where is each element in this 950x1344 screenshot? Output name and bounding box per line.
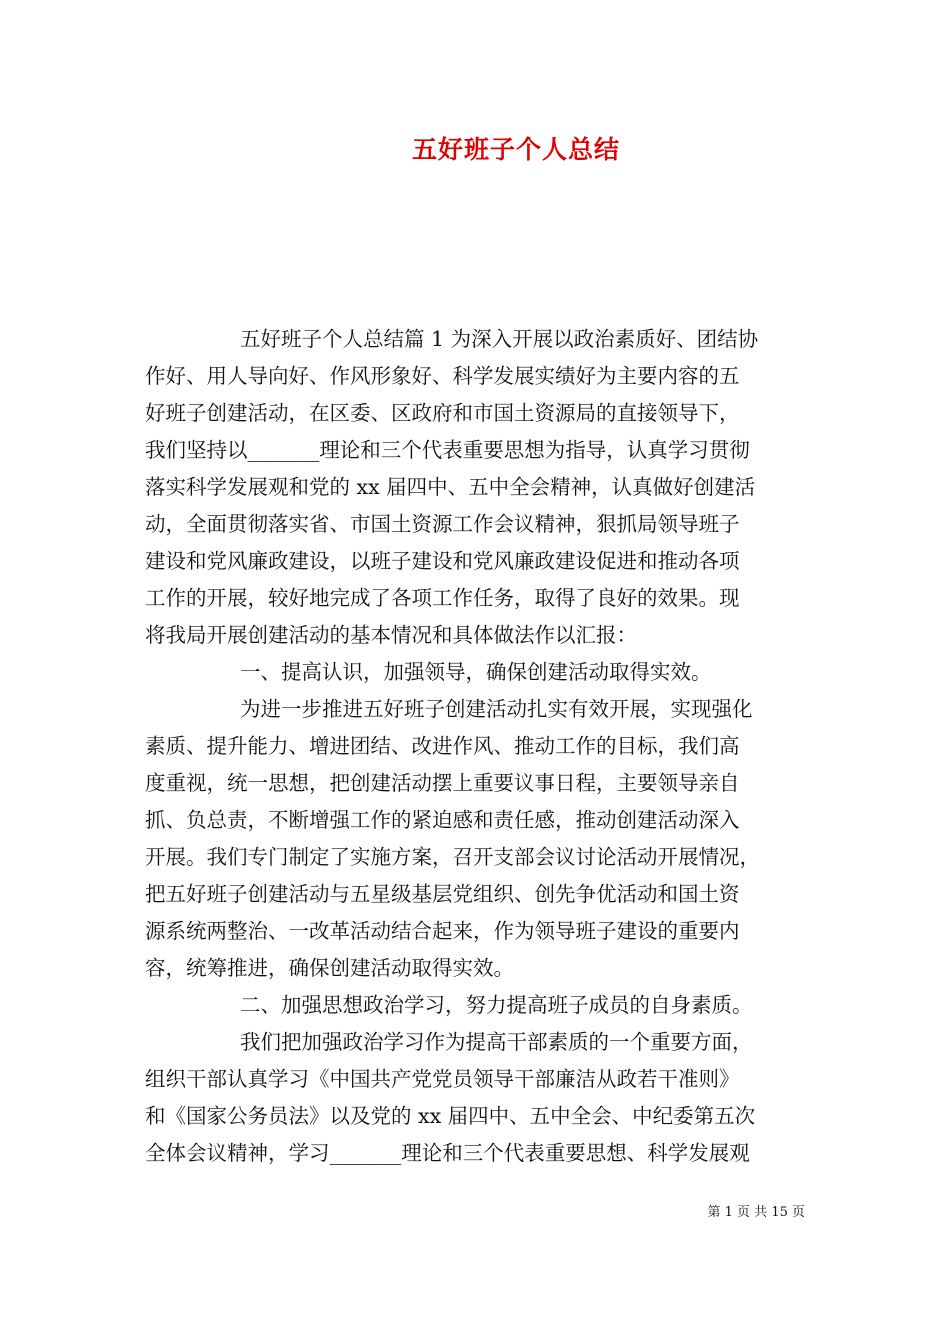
body-line: 抓、负总责，不断增强工作的紧迫感和责任感，推动创建活动深入 [145,808,740,832]
body-line: 组织干部认真学习《中国共产党党员领导干部廉洁从政若干准则》 [145,1067,740,1091]
body-line: 将我局开展创建活动的基本情况和具体做法作以汇报： [145,623,637,647]
body-line: 全体会议精神，学习_______理论和三个代表重要思想、科学发展观 [145,1141,750,1165]
document-title: 五好班子个人总结 [411,135,620,164]
body-line: 动，全面贯彻落实省、市国土资源工作会议精神，狠抓局领导班子 [145,512,740,536]
body-line: 落实科学发展观和党的 xx 届四中、五中全会精神，认真做好创建活 [145,475,756,499]
body-line: 度重视，统一思想，把创建活动摆上重要议事日程，主要领导亲自 [145,771,740,795]
body-line: 二、加强思想政治学习，努力提高班子成员的自身素质。 [240,993,753,1017]
body-line: 一、提高认识，加强领导，确保创建活动取得实效。 [240,660,712,684]
body-line: 素质、提升能力、增进团结、改进作风、推动工作的目标，我们高 [145,734,740,758]
body-line: 和《国家公务员法》以及党的 xx 届四中、五中全会、中纪委第五次 [145,1104,756,1128]
body-line: 工作的开展，较好地完成了各项工作任务，取得了良好的效果。现 [145,586,740,610]
body-line: 容，统筹推进，确保创建活动取得实效。 [145,956,514,980]
body-line: 把五好班子创建活动与五星级基层党组织、创先争优活动和国土资 [145,882,740,906]
body-line: 我们坚持以_______理论和三个代表重要思想为指导，认真学习贯彻 [145,438,750,462]
body-line: 源系统两整治、一改革活动结合起来，作为领导班子建设的重要内 [145,919,740,943]
page-indicator: 第 1 页 共 15 页 [707,1205,805,1220]
body-line: 作好、用人导向好、作风形象好、科学发展实绩好为主要内容的五 [145,364,740,388]
document-body [145,321,805,1172]
body-line: 建设和党风廉政建设，以班子建设和党风廉政建设促进和推动各项 [145,549,740,573]
body-line: 我们把加强政治学习作为提高干部素质的一个重要方面， [240,1030,753,1054]
body-line: 为进一步推进五好班子创建活动扎实有效开展，实现强化 [240,697,753,721]
body-line: 好班子创建活动，在区委、区政府和市国土资源局的直接领导下， [145,401,740,425]
body-line: 开展。我们专门制定了实施方案，召开支部会议讨论活动开展情况， [145,845,760,869]
body-line: 五好班子个人总结篇 1 为深入开展以政治素质好、团结协 [240,327,759,351]
